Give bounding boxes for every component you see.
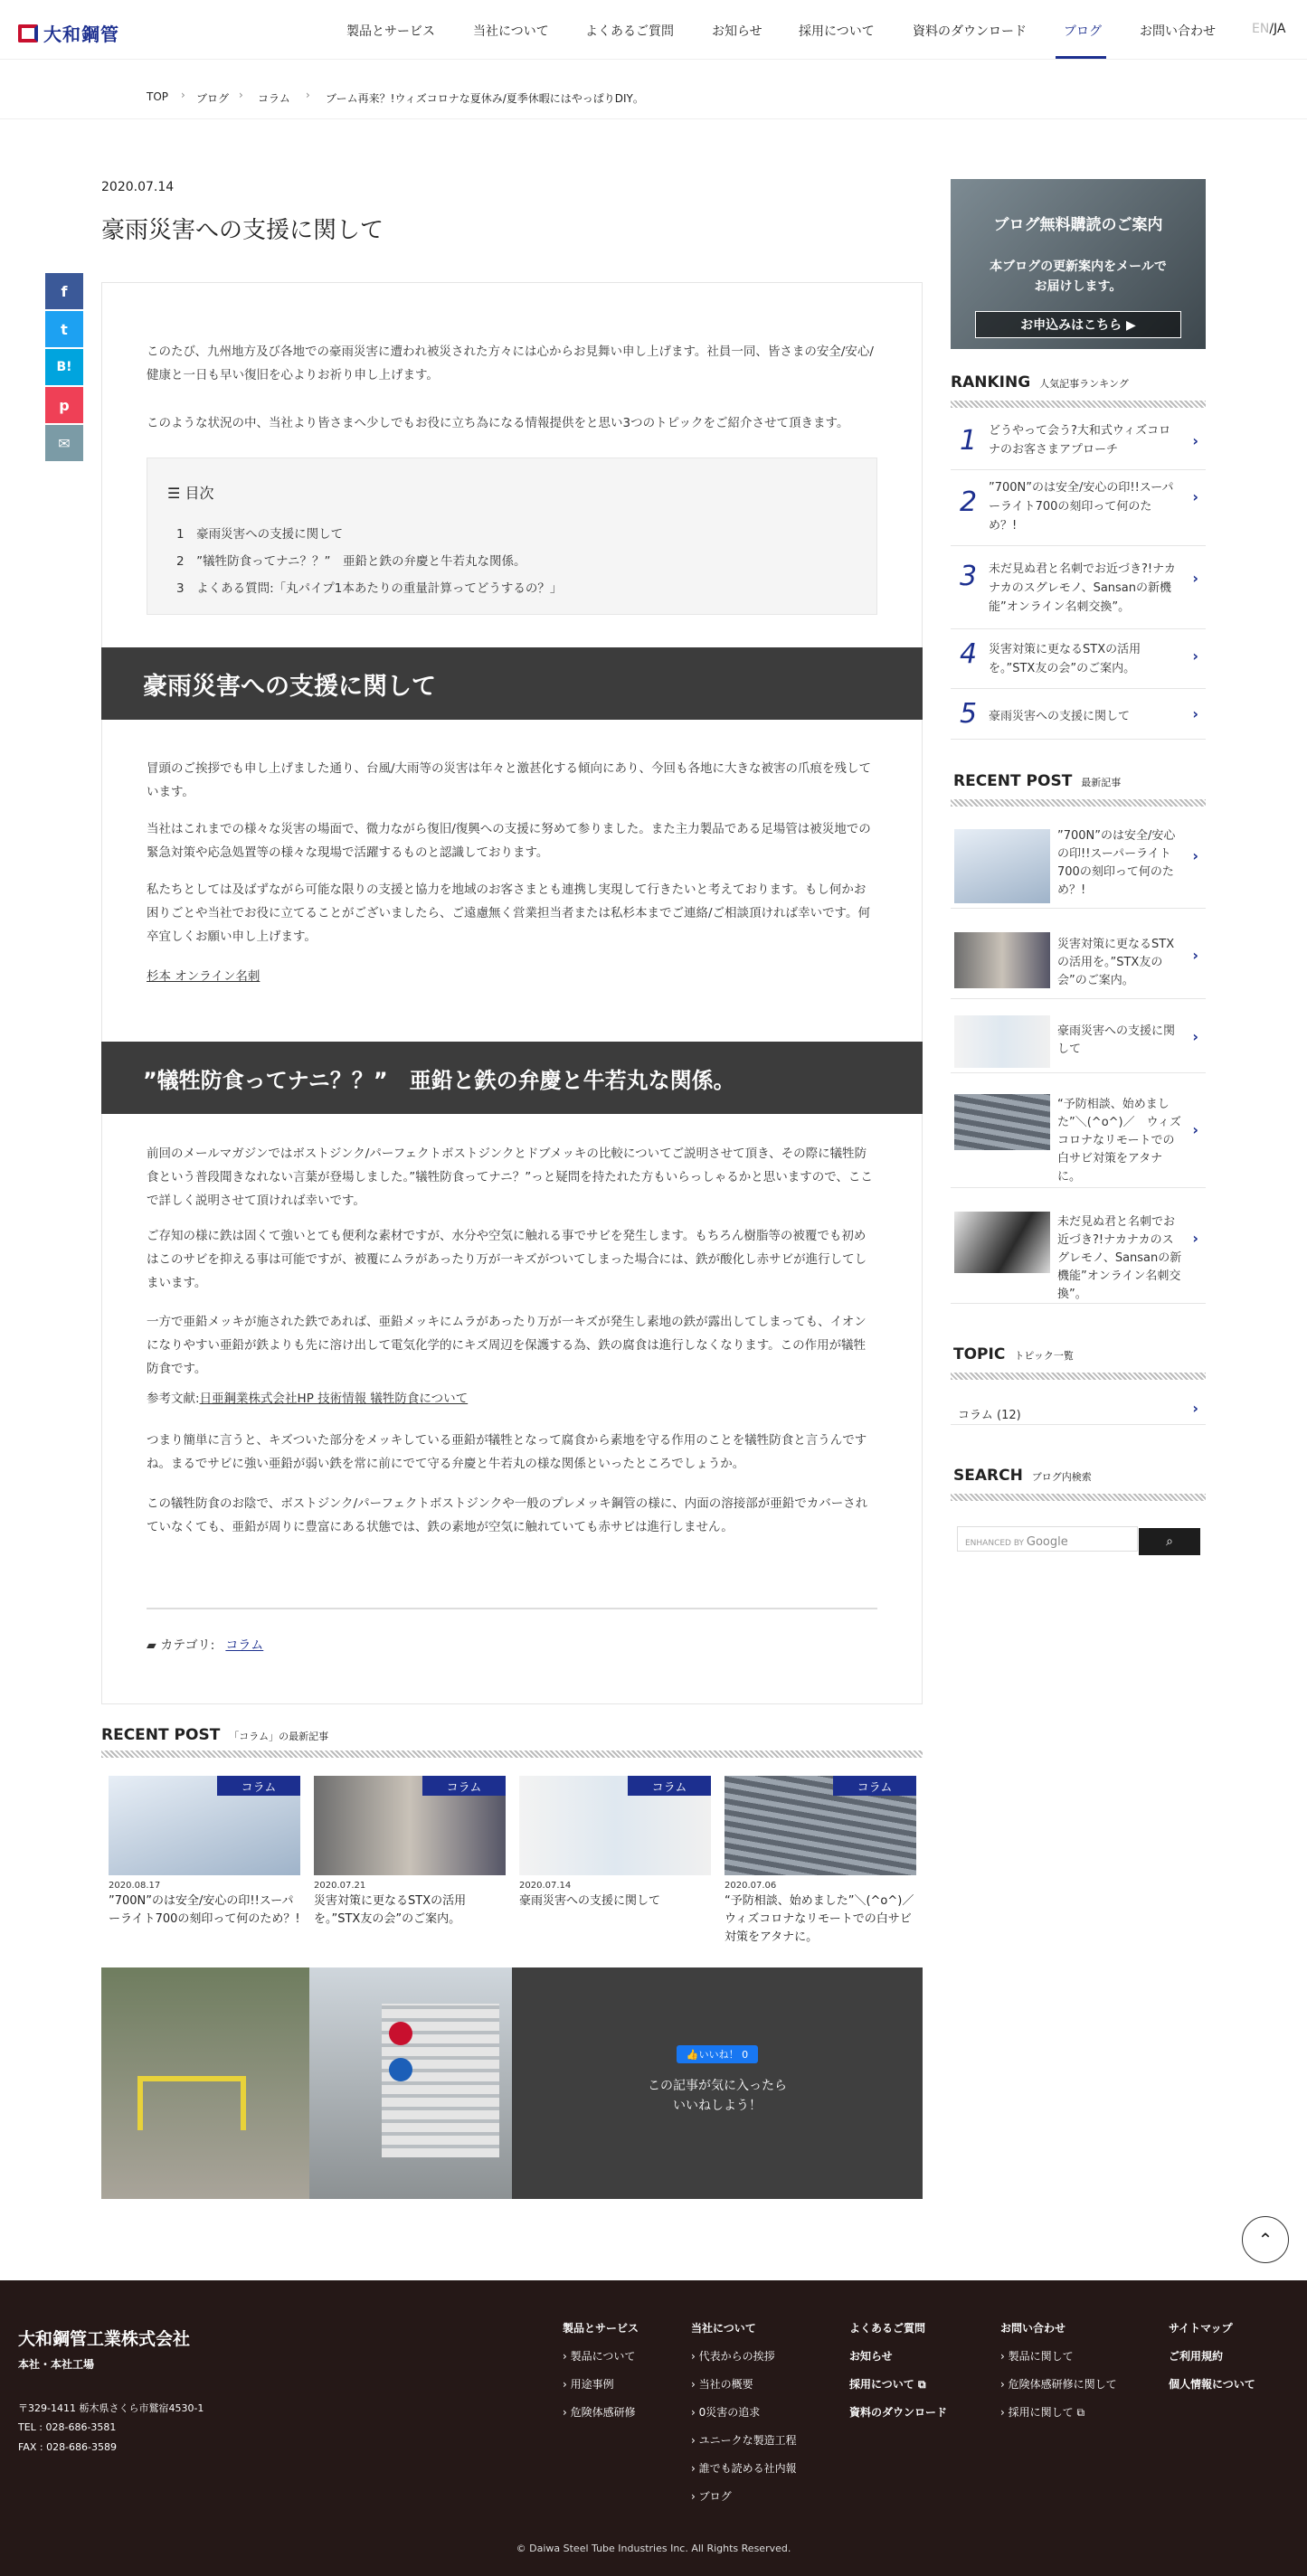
breadcrumb xyxy=(0,74,1307,119)
chevron-right-icon: › xyxy=(1192,705,1198,722)
like-line-1: この記事が気に入ったら xyxy=(648,2079,787,2093)
copyright: © Daiwa Steel Tube Industries Inc. All Rights Reserved. xyxy=(516,2543,791,2554)
search-icon: ⌕ xyxy=(1166,1534,1173,1549)
online-business-card-link[interactable]: 杉本 オンライン名刺 xyxy=(147,969,260,984)
intro-paragraph: このたび、九州地方及び各地での豪雨災害に遭われ被災された方々には心からお見舞い申し上げます。社員一同、皆さまの安全/安心/健康と一日も早い復旧を心よりお祈り申し上げます。 xyxy=(147,344,874,382)
toc-text: ”犠牲防食ってナニ？？” 亜鉛と鉄の弁慶と牛若丸な関係。 xyxy=(196,554,526,569)
ranking-item[interactable] xyxy=(951,546,1206,629)
toc-item[interactable] xyxy=(176,524,343,542)
reference-label: 参考文献: xyxy=(147,1392,200,1406)
body-paragraph: 一方で亜鉛メッキが施された鉄であれば、亜鉛メッキにムラがあったり万が一キズが発生し素地の鉄が露出してしまっても、イオンになりやすい亜鉛が鉄よりも先に溶け出して電気化学的にキズ周辺を保護する為、鉄の腐食は進行しなくなります。この作用が犠牲防食です。 xyxy=(147,1315,867,1376)
breadcrumb-blog[interactable]: ブログ xyxy=(196,92,230,105)
toc-title-text: 目次 xyxy=(185,485,214,502)
breadcrumb-current: ブーム再来？!ウィズコロナな夏休み/夏季休暇にはやっぱりDIY。 xyxy=(326,92,644,105)
double-chevron-up-icon: ⌃ xyxy=(1257,2229,1274,2250)
like-prompt-text xyxy=(512,2076,923,2116)
topic-item-label: コラム (12) xyxy=(958,1409,1021,1422)
like-line-2: いいねしよう！ xyxy=(673,2099,762,2113)
body-paragraph: ご存知の様に鉄は固くて強いとても便利な素材ですが、水分や空気に触れる事でサビを発生します。もちろん樹脂等の被覆でも初めはこのサビを抑える事は可能ですが、被覆にムラがあったり万が一キズがついてしまった場合には、鉄が酸化し赤サビが進行してしまいます。 xyxy=(147,1229,867,1290)
heading-underline xyxy=(951,1373,1206,1380)
rank-number: 1 xyxy=(960,425,978,457)
recent-side-item[interactable] xyxy=(951,927,1206,999)
recent-bottom-heading xyxy=(101,1726,328,1744)
recent-side-heading: RECENT POST 最新記事 xyxy=(953,772,1122,790)
heading-underline xyxy=(951,799,1206,807)
post-date: 2020.07.14 xyxy=(101,180,175,194)
toc-number: 3 xyxy=(176,581,185,596)
nav-download[interactable]: 資料のダウンロード xyxy=(913,24,1027,39)
back-to-top-button[interactable] xyxy=(1242,2216,1289,2263)
chevron-right-icon: › xyxy=(1192,647,1198,665)
topic-item-column[interactable] xyxy=(951,1398,1206,1425)
share-buttons xyxy=(45,273,83,463)
footer-link[interactable]: › 0災害の追求 xyxy=(691,2404,797,2420)
recent-card[interactable] xyxy=(519,1776,711,1911)
language-switch xyxy=(1252,22,1286,36)
breadcrumb-chevron-icon: › xyxy=(306,89,310,101)
chevron-right-icon: › xyxy=(1192,847,1198,864)
mail-share-icon[interactable]: ✉ xyxy=(45,425,83,461)
card-category-badge: コラム xyxy=(217,1776,300,1796)
banner-subscribe-button[interactable]: お申込みはこちら ▶ xyxy=(975,311,1181,338)
ranking-item[interactable] xyxy=(951,470,1206,546)
card-title: 豪雨災害への支援に関して xyxy=(519,1894,661,1908)
rank-title: 未だ見ぬ君と名刺でお近づき?!ナカナカのスグレモノ、Sansanの新機能”オンライン名刺交換”。 xyxy=(989,562,1176,614)
footer-link[interactable]: › 危険体感研修 xyxy=(563,2404,639,2420)
section-heading: ”犠牲防食ってナニ？？” 亜鉛と鉄の弁慶と牛若丸な関係。 xyxy=(101,1042,923,1114)
toc-number: 2 xyxy=(176,554,185,569)
section-heading: 豪雨災害への支援に関して xyxy=(101,647,923,720)
nav-contact[interactable]: お問い合わせ xyxy=(1140,24,1216,39)
ranking-heading: RANKING 人気記事ランキング xyxy=(951,373,1129,392)
toc-text: よくある質問:「丸パイプ1本あたりの重量計算ってどうするの？」 xyxy=(196,581,563,596)
footer-link[interactable]: › ユニークな製造工程 xyxy=(691,2432,797,2448)
card-category-badge: コラム xyxy=(422,1776,506,1796)
like-panel xyxy=(101,1967,923,2199)
chevron-right-icon: › xyxy=(1192,488,1198,505)
card-date: 2020.08.17 xyxy=(109,1881,161,1891)
recent-side-title: 豪雨災害への支援に関して xyxy=(1057,1024,1176,1056)
rank-title: ”700N”のは安全/安心の印!!スーパーライト700の刻印って何のため？! xyxy=(989,481,1174,533)
card-thumbnail xyxy=(725,1776,916,1875)
footer-link[interactable]: › 当社の概要 xyxy=(691,2376,797,2392)
footer-tel: TEL : 028-686-3581 xyxy=(18,2421,117,2433)
footer-link[interactable]: › ブログ xyxy=(691,2488,797,2504)
breadcrumb-chevron-icon: › xyxy=(181,89,185,101)
breadcrumb-top[interactable]: TOP xyxy=(147,90,169,103)
table-of-contents xyxy=(147,458,877,615)
divider xyxy=(147,1608,877,1609)
like-prompt xyxy=(512,1967,923,2199)
recent-side-title: ”700N”のは安全/安心の印!!スーパーライト700の刻印って何のため？! xyxy=(1057,829,1176,897)
footer-link[interactable]: › 用途事例 xyxy=(563,2376,639,2392)
card-thumbnail xyxy=(519,1776,711,1875)
like-button-label: いいね！ 0 xyxy=(698,2049,749,2061)
toc-title xyxy=(167,482,213,503)
recent-side-thumbnail xyxy=(954,1015,1050,1068)
footer-col-site: サイトマップ ご利用規約 個人情報について xyxy=(1169,2322,1255,2391)
heading-underline xyxy=(951,401,1206,408)
facebook-like-button[interactable] xyxy=(677,2045,758,2063)
pocket-share-icon[interactable]: p xyxy=(45,387,83,423)
search-placeholder: ENHANCED BY Google xyxy=(965,1535,1068,1549)
list-icon: ☰ xyxy=(167,485,185,502)
chevron-right-icon: › xyxy=(1192,432,1198,449)
rank-number: 5 xyxy=(960,698,978,730)
footer-col-misc: よくあるご質問 お知らせ 採用について ⧉ 資料のダウンロード xyxy=(849,2322,948,2419)
footer-link[interactable]: › 危険体感研修に関して xyxy=(1000,2376,1117,2392)
card-date: 2020.07.14 xyxy=(519,1881,572,1891)
footer-col-about: 当社について › 代表からの挨拶 › 当社の概要 › 0災害の追求 › ユニークな製造工程 › 誰でも読める社内報 › ブログ xyxy=(691,2320,797,2516)
topic-heading: TOPIC トピック一覧 xyxy=(953,1345,1074,1363)
recent-side-title: 災害対策に更なるSTXの活用を。”STX友の会”のご案内。 xyxy=(1057,938,1175,987)
twitter-share-icon[interactable]: t xyxy=(45,311,83,347)
lang-en[interactable]: EN xyxy=(1252,22,1270,36)
chevron-right-icon: › xyxy=(1192,1028,1198,1045)
body-paragraph: 冒頭のご挨拶でも申し上げました通り、台風/大雨等の災害は年々と激甚化する傾向にあり、今回も各地に大きな被害の爪痕を残しています。 xyxy=(147,761,872,799)
chevron-right-icon: › xyxy=(1192,570,1198,587)
recent-side-thumbnail xyxy=(954,932,1050,988)
nav-recruit[interactable]: 採用について xyxy=(799,24,875,39)
chevron-right-icon: › xyxy=(1192,1400,1198,1417)
body-paragraph: 当社はこれまでの様々な災害の場面で、微力ながら復旧/復興への支援に努めて参りました。また主力製品である足場管は被災地での緊急対策や応急処置等の様々な現場で活躍するものと認識しております。 xyxy=(147,822,871,860)
card-thumbnail xyxy=(314,1776,506,1875)
reference-paragraph xyxy=(147,1387,877,1411)
rank-number: 4 xyxy=(960,638,978,670)
site-header xyxy=(0,0,1307,60)
body-paragraph: 前回のメールマガジンではボストジンク/パーフェクトボストジンクとドブメッキの比較についてご説明させて頂き、その際に犠牲防食という普段聞きなれない言葉が登場しました。”犠牲防食ってナニ？”っと疑問を持たれた方もいらっしゃるかと思いますので、ここで詳しく説明させて頂ければ幸いです。 xyxy=(147,1146,873,1208)
heading-underline xyxy=(101,1750,923,1758)
rank-title: どうやって会う?大和式ウィズコロナのお客さまアプローチ xyxy=(989,424,1171,457)
recent-side-title: 未だ見ぬ君と名刺でお近づき?!ナカナカのスグレモノ、Sansanの新機能”オンライン名刺交換”。 xyxy=(1057,1215,1182,1301)
nav-products[interactable]: 製品とサービス xyxy=(346,24,435,39)
like-panel-image xyxy=(101,1967,512,2199)
nav-active-indicator xyxy=(1056,56,1106,59)
nav-news[interactable]: お知らせ xyxy=(712,24,762,39)
logo-text: 大和鋼管 xyxy=(43,24,119,45)
category-link[interactable]: コラム xyxy=(225,1638,264,1653)
recent-side-item[interactable] xyxy=(951,1010,1206,1073)
footer-col-products: 製品とサービス › 製品について › 用途事例 › 危険体感研修 xyxy=(563,2320,639,2432)
site-logo[interactable] xyxy=(18,20,119,46)
lang-separator: / xyxy=(1269,22,1274,36)
recent-side-thumbnail xyxy=(954,829,1050,903)
heading-underline xyxy=(951,1494,1206,1501)
nav-faq[interactable]: よくあるご質問 xyxy=(585,24,674,39)
ranking-item[interactable] xyxy=(951,414,1206,470)
ranking-item[interactable] xyxy=(951,629,1206,689)
body-paragraph xyxy=(147,965,877,988)
search-button[interactable] xyxy=(1139,1528,1200,1555)
card-title: ”700N”のは安全/安心の印!!スーパーライト700の刻印って何のため？! xyxy=(109,1894,300,1926)
banner-title: ブログ無料購読のご案内 xyxy=(993,216,1163,234)
footer-col-contact: お問い合わせ › 製品に関して › 危険体感研修に関して › 採用に関して ⧉ xyxy=(1000,2320,1117,2432)
toc-item[interactable] xyxy=(176,578,562,596)
breadcrumb-chevron-icon: › xyxy=(239,89,243,101)
body-paragraph: この犠牲防食のお陰で、ボストジンク/パーフェクトボストジンクや一般のプレメッキ鋼管の様に、内面の溶接部が亜鉛でカバーされていなくても、亜鉛が周りに豊富にある状態では、鉄の素地が空気に触れていても赤サビは進行しません。 xyxy=(147,1496,868,1534)
recent-bottom-sub: 「コラム」の最新記事 xyxy=(229,1731,329,1742)
footer-link[interactable]: › 採用に関して ⧉ xyxy=(1000,2404,1117,2420)
card-title: 災害対策に更なるSTXの活用を。”STX友の会”のご案内。 xyxy=(314,1894,467,1926)
footer-company-name: 大和鋼管工業株式会社 xyxy=(18,2329,191,2349)
rank-title: 災害対策に更なるSTXの活用を。”STX友の会”のご案内。 xyxy=(989,643,1141,675)
recent-side-thumbnail xyxy=(954,1212,1050,1273)
rank-title: 豪雨災害への支援に関して xyxy=(989,710,1131,723)
intro-paragraph: このような状況の中、当社より皆さまへ少しでもお役に立ち為になる情報提供をと思い3つのトピックをご紹介させて頂きます。 xyxy=(147,416,849,430)
rank-number: 3 xyxy=(960,561,978,592)
recent-card[interactable] xyxy=(725,1776,926,1947)
lang-ja[interactable]: JA xyxy=(1274,22,1286,36)
post-category xyxy=(147,1636,263,1654)
search-heading: SEARCH ブログ内検索 xyxy=(953,1467,1092,1485)
recent-side-thumbnail xyxy=(954,1094,1050,1150)
newsletter-banner[interactable] xyxy=(951,179,1206,349)
recent-side-item[interactable] xyxy=(951,1204,1206,1304)
card-title: “予防相談、始めました”＼(^o^)／ ウィズコロナなリモートでの白サビ対策をアタナに。 xyxy=(725,1894,926,1944)
nav-about[interactable]: 当社について xyxy=(473,24,549,39)
recent-side-item[interactable] xyxy=(951,1089,1206,1188)
body-paragraph: 私たちとしては及ばずながら可能な限りの支援と協力を地域のお客さまとも連携し実現して行きたいと考えております。もし何かお困りごとや当社でお役に立てることがございましたら、ご遠慮無く営業担当者または私杉本までご連絡/ご相談頂ければ幸いです。何卒宜しくお願い申し上げます。 xyxy=(147,882,870,944)
nav-blog[interactable]: ブログ xyxy=(1064,24,1102,39)
card-category-badge: コラム xyxy=(833,1776,916,1796)
recent-bottom-label: RECENT POST xyxy=(101,1726,221,1744)
card-date: 2020.07.06 xyxy=(725,1881,777,1891)
thumbs-up-icon: 👍 xyxy=(686,2048,699,2061)
body-paragraph: つまり簡単に言うと、キズついた部分をメッキしている亜鉛が犠牲となって腐食から素地を守る作用のことを犠牲防食と言うんですね。まるでサビに強い亜鉛が弱い鉄を常に前にでて守る弁慶と牛若丸の様な関係といったところでしょうか。 xyxy=(147,1433,867,1471)
footer-fax: FAX : 028-686-3589 xyxy=(18,2441,118,2453)
folder-icon: ▰ xyxy=(147,1638,161,1653)
footer-link[interactable]: › 製品に関して xyxy=(1000,2348,1117,2364)
chevron-right-icon: › xyxy=(1192,1230,1198,1247)
recent-card[interactable] xyxy=(314,1776,506,1929)
logo-mark-icon xyxy=(18,24,38,42)
footer-link[interactable]: › 代表からの挨拶 xyxy=(691,2348,797,2364)
toc-item[interactable] xyxy=(176,551,526,569)
chevron-right-icon: › xyxy=(1192,1121,1198,1138)
footer-link[interactable]: › 誰でも読める社内報 xyxy=(691,2460,797,2476)
recent-card[interactable] xyxy=(109,1776,300,1929)
card-category-badge: コラム xyxy=(628,1776,711,1796)
chevron-right-icon: › xyxy=(1192,947,1198,964)
footer-address: 〒329-1411 栃木県さくら市鷲宿4530-1 xyxy=(18,2402,204,2414)
toc-text: 豪雨災害への支援に関して xyxy=(196,527,344,542)
footer-link[interactable]: › 製品について xyxy=(563,2348,639,2364)
category-label: カテゴリ: xyxy=(160,1638,215,1653)
post-title: 豪雨災害への支援に関して xyxy=(101,217,384,244)
banner-subtitle: 本ブログの更新案内をメールで お届けします。 xyxy=(990,259,1167,294)
ranking-item[interactable] xyxy=(951,689,1206,740)
card-date: 2020.07.21 xyxy=(314,1881,366,1891)
reference-link[interactable]: 日亜鋼業株式会社HP 技術情報 犠牲防食について xyxy=(199,1392,469,1406)
footer-office: 本社・本社工場 xyxy=(18,2358,95,2371)
recent-side-title: “予防相談、始めました”＼(^o^)／ ウィズコロナなリモートでの白サビ対策をアタナに。 xyxy=(1057,1098,1181,1184)
breadcrumb-column[interactable]: コラム xyxy=(258,92,290,105)
rank-number: 2 xyxy=(960,486,978,518)
hatena-share-icon[interactable]: B! xyxy=(45,349,83,385)
recent-side-item[interactable] xyxy=(951,818,1206,909)
card-thumbnail xyxy=(109,1776,300,1875)
site-footer xyxy=(0,2280,1307,2576)
facebook-share-icon[interactable]: f xyxy=(45,273,83,309)
search-input[interactable] xyxy=(957,1526,1138,1552)
toc-number: 1 xyxy=(176,527,185,542)
